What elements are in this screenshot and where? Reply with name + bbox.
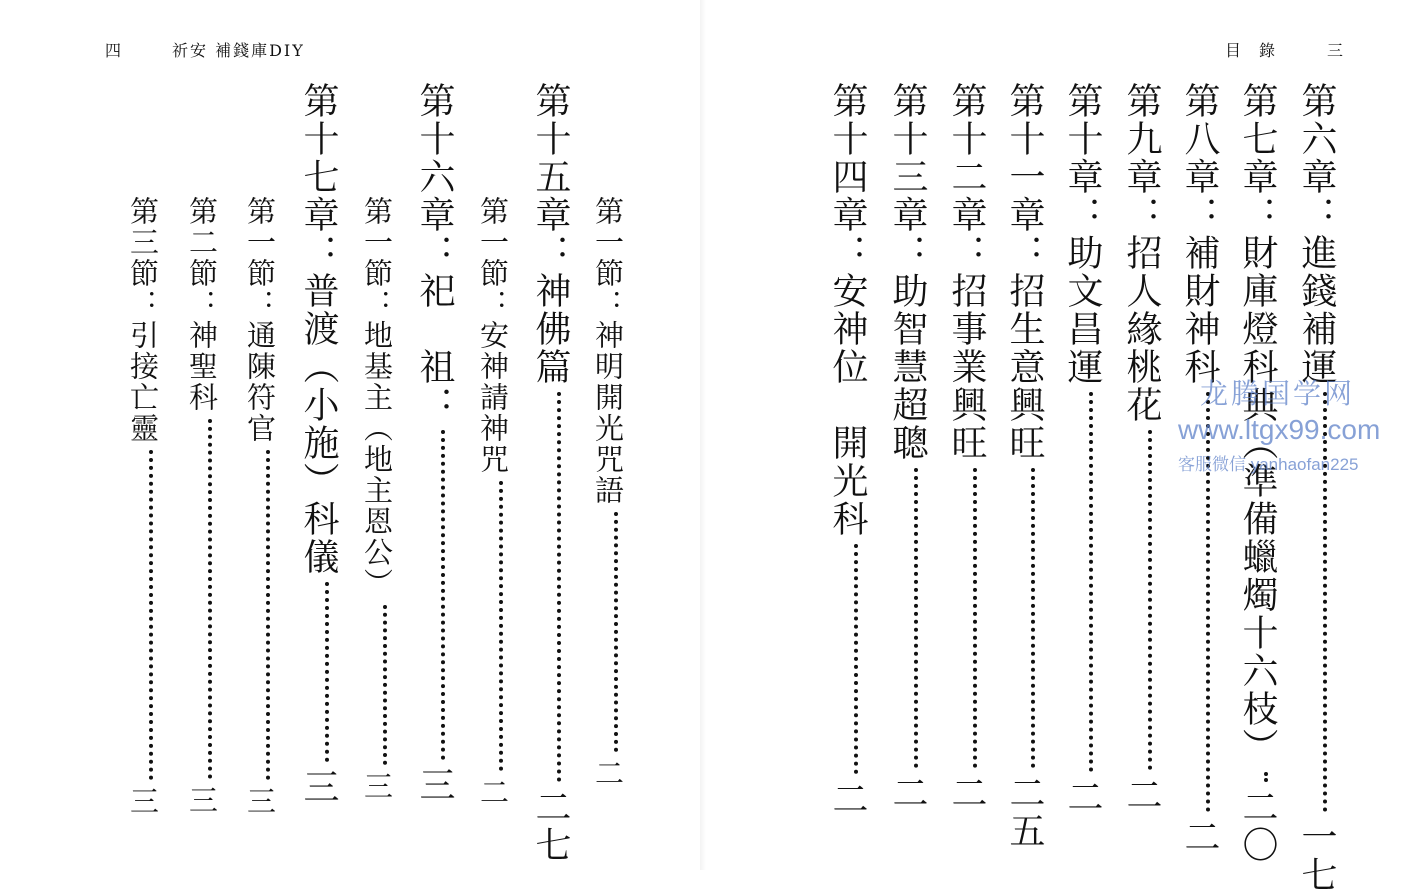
toc-entry-page: 二 [1062,778,1103,816]
toc-entry [1062,82,1103,816]
toc-entry-page: 三 [126,786,160,817]
dot-leader [1031,468,1035,768]
toc-entry-title: 第八章：補財神科 [1179,82,1220,386]
dot-leader [441,430,445,760]
toc-entry-page: 三 [185,785,219,816]
dot-leader [854,544,858,774]
dot-leader [973,468,977,768]
toc-entry-title: 第十六章：祀 祖： [414,82,455,424]
toc-entry [827,82,868,818]
dot-leader [914,468,918,768]
toc-entry [1004,82,1045,850]
running-title: 祈安 補錢庫DIY [172,41,305,60]
toc-entry [126,196,160,817]
toc-entry [414,82,455,804]
watermark-contact: 客服微信 yanhaofan225 [1178,455,1359,474]
toc-entry [1237,82,1278,864]
right-page-number: 三 [1327,41,1346,60]
toc-entry-title: 第一節：安神請神咒 [476,196,510,475]
toc-entry-page: 二 [1179,818,1220,856]
toc-entry [360,196,394,802]
dot-leader [614,512,618,752]
toc-entry-page: 二 [946,774,987,812]
watermark-site-name: 龙腾国学网 [1200,378,1356,409]
toc-entry-title: 第十二章：招事業興旺 [946,82,987,462]
toc-entry-title: 第三節：引接亡靈 [126,196,160,444]
toc-entry-title: 第一節：神明開光咒語 [591,196,625,506]
dot-leader [1323,392,1327,812]
toc-entry-title: 第七章：財庫燈科典（準備蠟燭十六枝） [1237,82,1278,766]
toc-entry-title: 第十五章：神佛篇 [530,82,571,386]
toc-entry-page: 三 [243,786,277,817]
toc-entry [946,82,987,812]
dot-leader [1264,772,1268,782]
toc-entry-page: 二 [887,774,928,812]
toc-entry-page: 二 [591,758,625,789]
dot-leader [499,481,503,771]
toc-entry-title: 第十一章：招生意興旺 [1004,82,1045,462]
toc-entry [1121,82,1162,814]
dot-leader [1089,392,1093,772]
toc-entry-page: 三 [414,766,455,804]
dot-leader [149,450,153,780]
watermark-url: www.ltgx99.com [1178,414,1381,445]
toc-entry-page: 二 [1121,776,1162,814]
dot-leader [557,392,561,782]
toc-entry [1296,82,1337,894]
toc-entry-page: 三 [298,768,339,806]
left-page [0,0,700,870]
dot-leader [208,419,212,779]
left-page-number: 四 [105,41,124,60]
dot-leader [1148,430,1152,770]
toc-entry-page: 二七 [530,788,571,864]
toc-entry-title: 第六章：進錢補運 [1296,82,1337,386]
toc-entry [243,196,277,817]
dot-leader [1206,392,1210,812]
toc-entry [476,196,510,808]
toc-entry-page: 一七 [1296,818,1337,894]
toc-entry-title: 第十三章：助智慧超聰 [887,82,928,462]
toc-entry-page: 二五 [1004,774,1045,850]
toc-entry-title: 第九章：招人緣桃花 [1121,82,1162,424]
toc-entry-title: 第一節：地基主（地主恩公） [360,196,394,599]
dot-leader [325,582,329,762]
toc-entry-title: 第十章：助文昌運 [1062,82,1103,386]
toc-entry-title: 第一節：通陳符官 [243,196,277,444]
toc-entry-title: 第二節：神聖科 [185,196,219,413]
toc-entry [887,82,928,812]
toc-entry [1179,82,1220,856]
toc-entry-page: 二〇 [1237,788,1278,864]
toc-entry [530,82,571,864]
toc-entry [185,196,219,816]
toc-entry [298,82,339,806]
dot-leader [266,450,270,780]
dot-leader [383,605,387,765]
toc-entry-page: 二 [827,780,868,818]
toc-entry [591,196,625,789]
right-page [705,0,1409,894]
toc-entry-title: 第十四章：安神位 開光科 [827,82,868,538]
page-title: 目錄 [1225,41,1294,60]
toc-entry-page: 二 [476,777,510,808]
toc-entry-page: 三 [360,771,394,802]
toc-entry-title: 第十七章：普渡（小施）科儀 [298,82,339,576]
